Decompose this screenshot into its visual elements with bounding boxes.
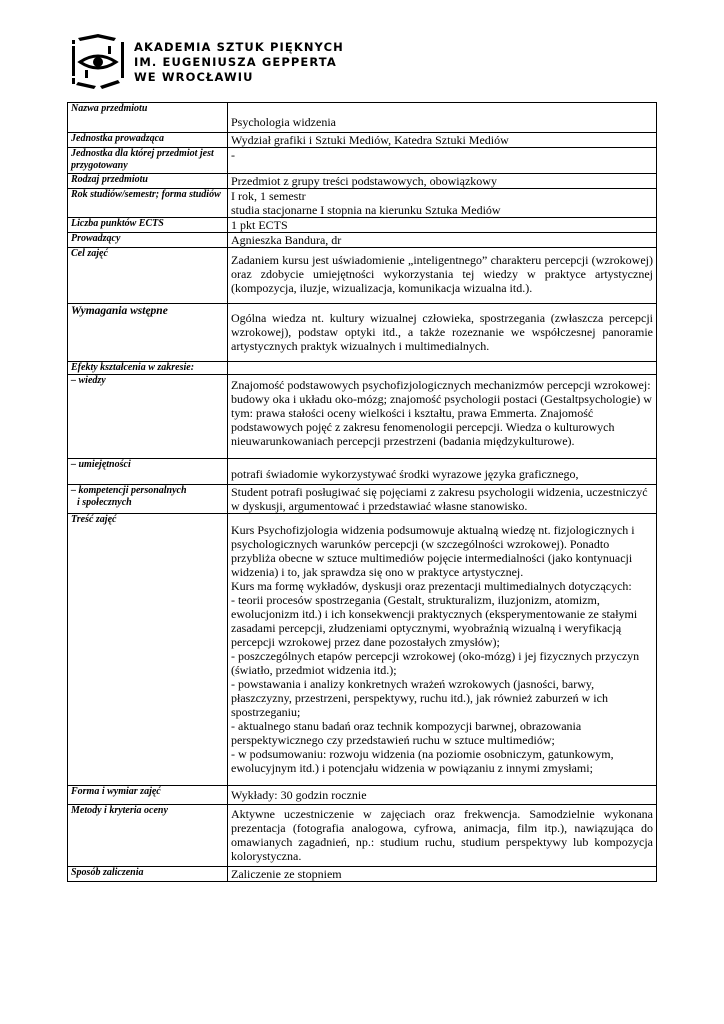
label-forma: Forma i wymiar zajęć xyxy=(68,786,228,805)
value-kompetencje: Student potrafi posługiwać się pojęciami z zakresu psychologii widzenia, uczestniczyć w dyskusji, argumentować i przedstawiać własne stanowisko. xyxy=(228,485,657,514)
institution-name xyxy=(134,40,344,85)
row-nazwa xyxy=(68,103,657,133)
value-wymagania: Ogólna wiedza nt. kultury wizualnej człowieka, spostrzegania (zwłaszcza percepcji wzrokowej), podstaw optyki itd., a także rozeznanie we współczesnej panoramie artystycznych praktyk wizualnych i multimedialnych. xyxy=(228,304,657,362)
row-cel xyxy=(68,248,657,304)
label-prowadzacy: Prowadzący xyxy=(68,233,228,248)
value-wiedzy: Znajomość podstawowych psychofizjologicznych mechanizmów percepcji wzrokowej: budowy oka i układu oko-mózg; znajomość psychologii postaci (Gestaltpsychologie) w tym: prawa stałości oceny wielkości i kształtu, prawa Emmerta. Znajomość podstawowych pojęć z zakresu fenomenologii percepcji. Wiedza o kulturowych nieuwarunkowaniach percepcji przestrzeni (badania międzykulturowe). xyxy=(228,375,657,459)
value-forma: Wykłady: 30 godzin rocznie xyxy=(228,786,657,805)
value-nazwa: Psychologia widzenia xyxy=(228,103,657,133)
row-rok xyxy=(68,189,657,218)
label-wymagania: Wymagania wstępne xyxy=(68,304,228,362)
label-metody: Metody i kryteria oceny xyxy=(68,805,228,867)
row-sposob xyxy=(68,867,657,882)
tresc-paragraph-4: - poszczególnych etapów percepcji wzrokowej (oko-mózg) i jej fizycznych przyczyn (światło, przedmiot widzenia itd.); xyxy=(231,649,640,677)
academy-logo-icon xyxy=(68,32,128,90)
tresc-paragraph-7: - w podsumowaniu: rozwoju widzenia (na poziomie osobniczym, gatunkowym, ewolucyjnym itd.) i potencjału widzenia w powiązaniu z innymi zmysłami; xyxy=(231,747,614,775)
row-jednostka xyxy=(68,133,657,148)
institution-line-2: IM. EUGENIUSZA GEPPERTA xyxy=(134,55,337,69)
tresc-paragraph-3: - teorii procesów spostrzegania (Gestalt, strukturalizm, iluzjonizm, atomizm, ewolucjonizm itd.) i ich konsekwencji praktycznych (eksperymentowanie ze stałymi zasadami percepcji, złudzeniami optycznymi, wyobraźnią wizualną i weryfikacją percepcji wzrokowej przez dane pozostałych zmysłów); xyxy=(231,593,638,649)
label-kompetencje-line-2: i społecznych xyxy=(77,497,132,508)
value-jednostka: Wydział grafiki i Sztuki Mediów, Katedra Sztuki Mediów xyxy=(228,133,657,148)
row-efekty xyxy=(68,362,657,375)
tresc-paragraph-1: Kurs Psychofizjologia widzenia podsumowuje aktualną wiedzę nt. fizjologicznych i psychologicznych warunków percepcji (w szczególności wzrokowej). Ponadto przybliża obecne w sztuce multimediów pojęcie intermedialności (jako kontynuacji widzenia) i to, jak sprawdza się ono w praktyce artystycznej. xyxy=(231,523,635,579)
value-metody: Aktywne uczestniczenie w zajęciach oraz frekwencja. Samodzielnie wykonana prezentacja (fotografia analogowa, cyfrowa, animacja, film itp.), nawiązująca do omawianych zagadnień, np.: studium ruchu, studium perspektywy lub kompozycja kolorystyczna. xyxy=(228,805,657,867)
value-sposob: Zaliczenie ze stopniem xyxy=(228,867,657,882)
value-rodzaj: Przedmiot z grupy treści podstawowych, obowiązkowy xyxy=(228,174,657,189)
institution-line-3: WE WROCŁAWIU xyxy=(134,70,254,84)
value-tresc xyxy=(228,514,657,786)
label-jednostka: Jednostka prowadząca xyxy=(68,133,228,148)
label-dla-ktorej: Jednostka dla której przedmiot jest przygotowany xyxy=(68,148,228,174)
label-tresc: Treść zajęć xyxy=(68,514,228,786)
label-umiejetnosci: – umiejętności xyxy=(68,459,228,485)
label-kompetencje-line-1: – kompetencji personalnych xyxy=(71,485,187,496)
row-prowadzacy xyxy=(68,233,657,248)
row-dla-ktorej xyxy=(68,148,657,174)
value-rok-line-1: I rok, 1 semestr xyxy=(231,189,306,203)
row-kompetencje xyxy=(68,485,657,514)
row-umiejetnosci xyxy=(68,459,657,485)
row-wiedzy xyxy=(68,375,657,459)
tresc-paragraph-2: Kurs ma formę wykładów, dyskusji oraz prezentacji multimedialnych dotyczących: xyxy=(231,579,632,593)
label-efekty: Efekty kształcenia w zakresie: xyxy=(68,362,228,375)
value-efekty-empty xyxy=(228,362,657,375)
label-rok: Rok studiów/semestr; forma studiów xyxy=(68,189,228,218)
label-rodzaj: Rodzaj przedmiotu xyxy=(68,174,228,189)
tresc-paragraph-6: - aktualnego stanu badań oraz technik kompozycji barwnej, obrazowania perspektywicznego czy przedstawień ruchu w sztuce multimediów; xyxy=(231,719,582,747)
label-kompetencje xyxy=(68,485,228,514)
value-dla-ktorej: - xyxy=(228,148,657,174)
label-wiedzy: – wiedzy xyxy=(68,375,228,459)
institution-line-1: AKADEMIA SZTUK PIĘKNYCH xyxy=(134,40,344,54)
label-sposob: Sposób zaliczenia xyxy=(68,867,228,882)
value-rok xyxy=(228,189,657,218)
label-cel: Cel zajęć xyxy=(68,248,228,304)
value-prowadzacy: Agnieszka Bandura, dr xyxy=(228,233,657,248)
value-ects: 1 pkt ECTS xyxy=(228,218,657,233)
value-rok-line-2: studia stacjonarne I stopnia na kierunku Sztuka Mediów xyxy=(231,203,501,217)
row-wymagania xyxy=(68,304,657,362)
row-metody xyxy=(68,805,657,867)
value-umiejetnosci: potrafi świadomie wykorzystywać środki wyrazowe języka graficznego, xyxy=(228,459,657,485)
row-tresc xyxy=(68,514,657,786)
row-forma xyxy=(68,786,657,805)
value-cel: Zadaniem kursu jest uświadomienie „inteligentnego” charakteru percepcji (wzrokowej) oraz zdobycie umiejętności wykorzystania tej wiedzy w praktyce artystycznej (kompozycja, iluzje, wizualizacja, komunikacja wizualna itd.). xyxy=(228,248,657,304)
row-ects xyxy=(68,218,657,233)
tresc-paragraph-5: - powstawania i analizy konkretnych wrażeń wzrokowych (jasności, barwy, płaszczyzny, przestrzeni, perspektywy, ruchu itd.), jak również zaburzeń w ich spostrzeganiu; xyxy=(231,677,608,719)
row-rodzaj xyxy=(68,174,657,189)
syllabus-table xyxy=(67,102,657,882)
label-nazwa: Nazwa przedmiotu xyxy=(68,103,228,133)
label-ects: Liczba punktów ECTS xyxy=(68,218,228,233)
